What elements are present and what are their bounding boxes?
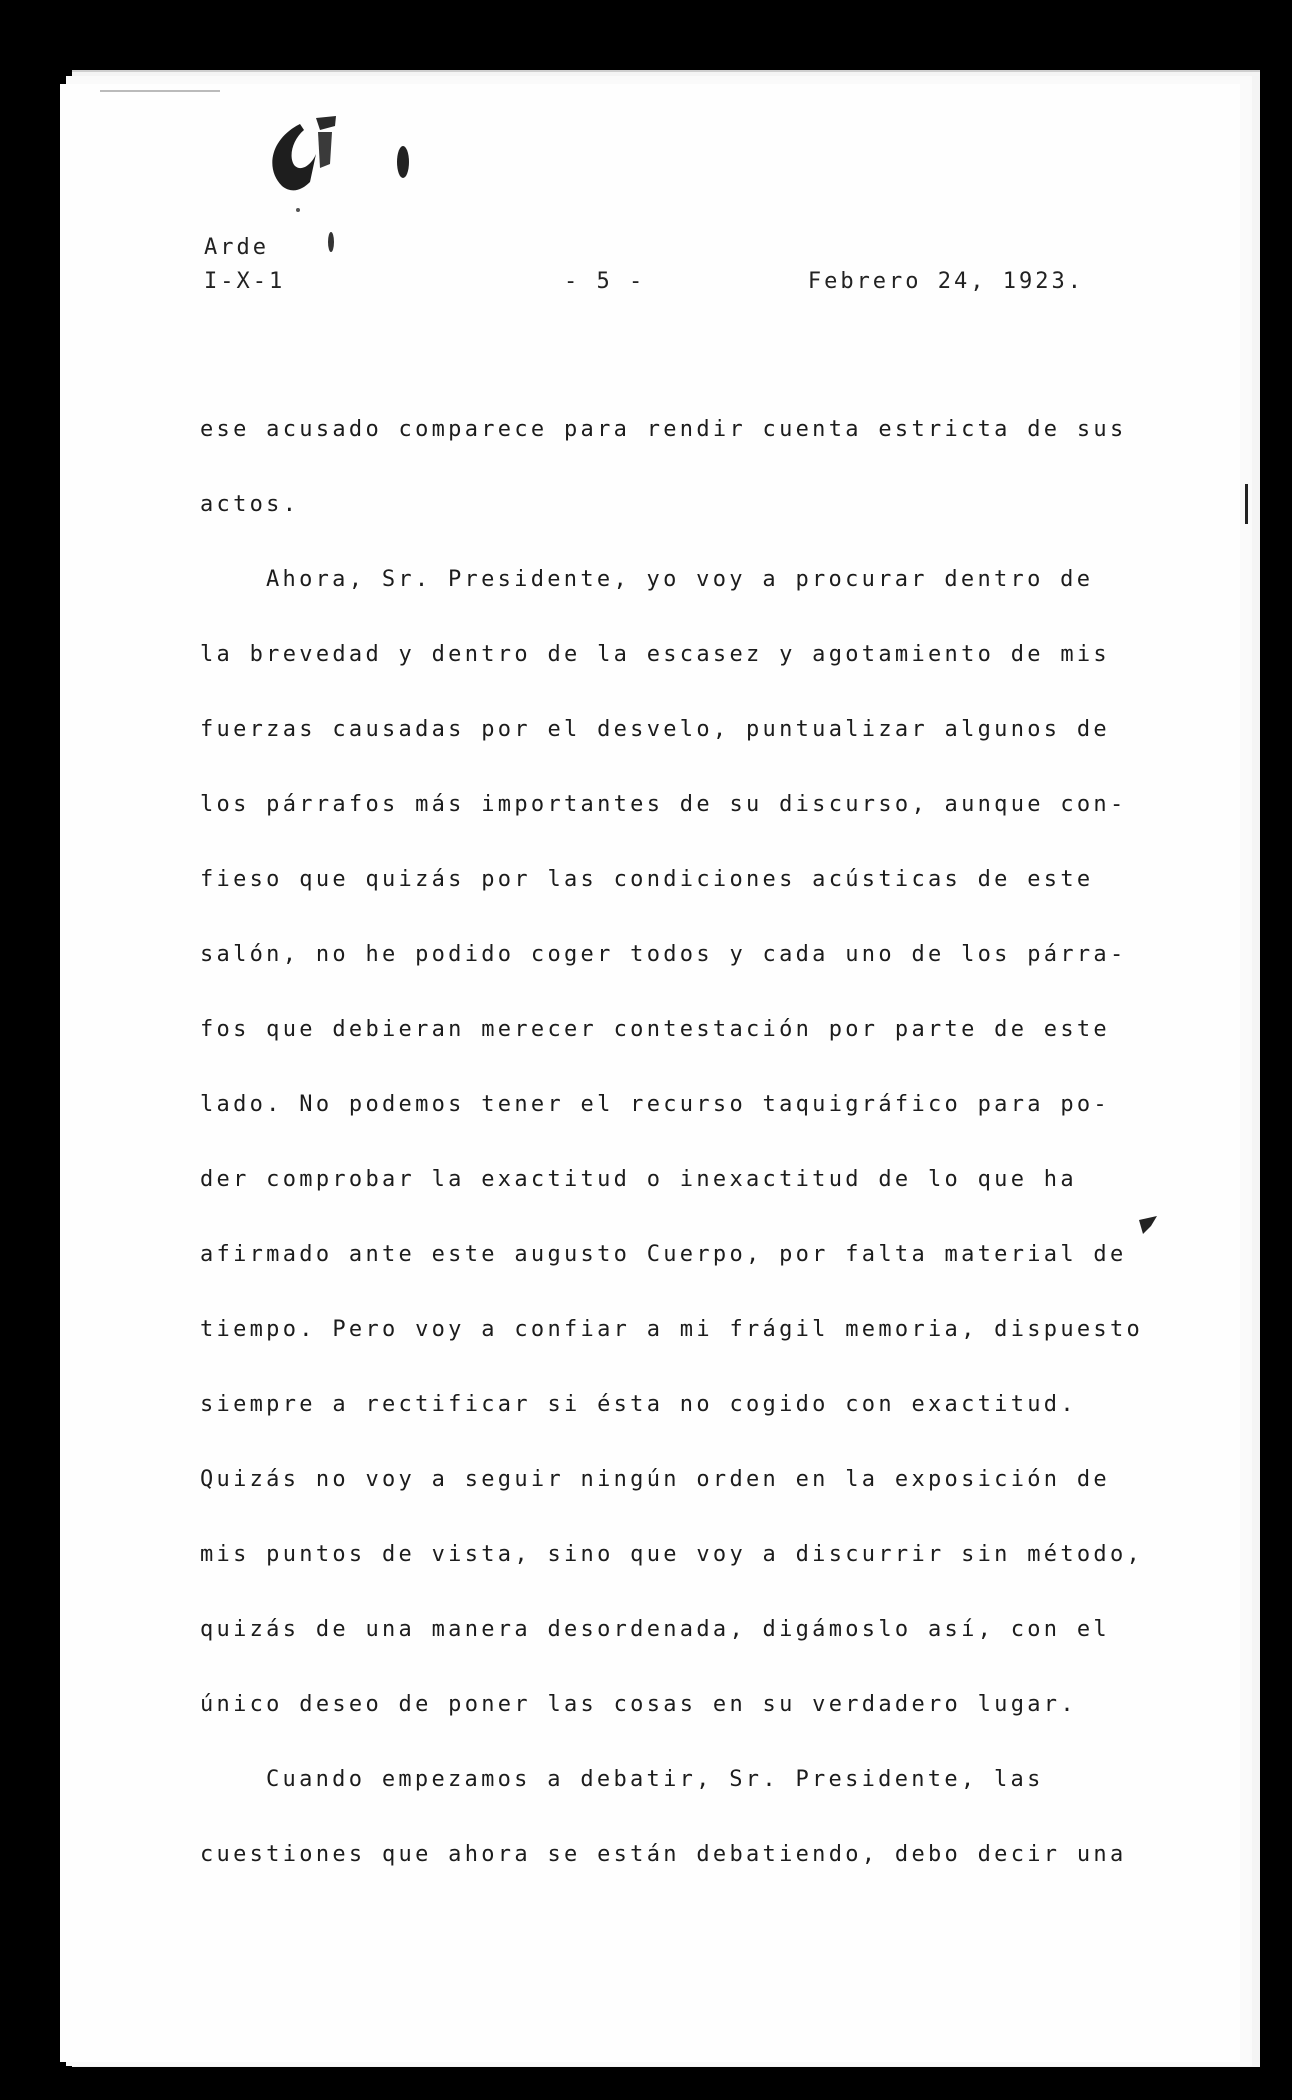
text-line: actos.: [200, 492, 300, 517]
text-line: ese acusado comparece para rendir cuenta estricta de sus: [200, 417, 1127, 442]
document-header: [204, 235, 1084, 303]
text-line: la brevedad y dentro de la escasez y agotamiento de mis: [200, 642, 1110, 667]
text-line: salón, no he podido coger todos y cada uno de los párra-: [200, 942, 1127, 967]
text-line: Quizás no voy a seguir ningún orden en la exposición de: [200, 1467, 1110, 1492]
text-line: afirmado ante este augusto Cuerpo, por falta material de: [200, 1242, 1127, 1267]
text-line: tiempo. Pero voy a confiar a mi frágil memoria, dispuesto: [200, 1317, 1144, 1342]
text-line: Cuando empezamos a debatir, Sr. Presidente, las: [266, 1767, 1044, 1792]
page-number: - 5 -: [564, 269, 646, 294]
text-line: quizás de una manera desordenada, digámoslo así, con el: [200, 1617, 1110, 1642]
text-line: fieso que quizás por las condiciones acústicas de este: [200, 867, 1094, 892]
text-line: los párrafos más importantes de su discurso, aunque con-: [200, 792, 1127, 817]
text-line: Ahora, Sr. Presidente, yo voy a procurar dentro de: [266, 567, 1094, 592]
text-line: siempre a rectificar si ésta no cogido con exactitud.: [200, 1392, 1077, 1417]
document-date: Febrero 24, 1923.: [807, 269, 1084, 294]
text-line: lado. No podemos tener el recurso taquigráfico para po-: [200, 1092, 1110, 1117]
ink-speck: [1135, 1214, 1165, 1244]
text-line: fos que debieran merecer contestación por parte de este: [200, 1017, 1110, 1042]
text-line: cuestiones que ahora se están debatiendo, debo decir una: [200, 1842, 1127, 1867]
body-text: [200, 415, 1144, 1915]
text-line: fuerzas causadas por el desvelo, puntualizar algunos de: [200, 717, 1110, 742]
header-code-2: I-X-1: [204, 269, 286, 294]
text-line: único deseo de poner las cosas en su verdadero lugar.: [200, 1692, 1077, 1717]
margin-mark: [1245, 484, 1248, 524]
text-line: mis puntos de vista, sino que voy a discurrir sin método,: [200, 1542, 1144, 1567]
header-code-1: Arde: [204, 235, 269, 260]
text-line: der comprobar la exactitud o inexactitud de lo que ha: [200, 1167, 1077, 1192]
top-rule-mark: [100, 90, 220, 92]
